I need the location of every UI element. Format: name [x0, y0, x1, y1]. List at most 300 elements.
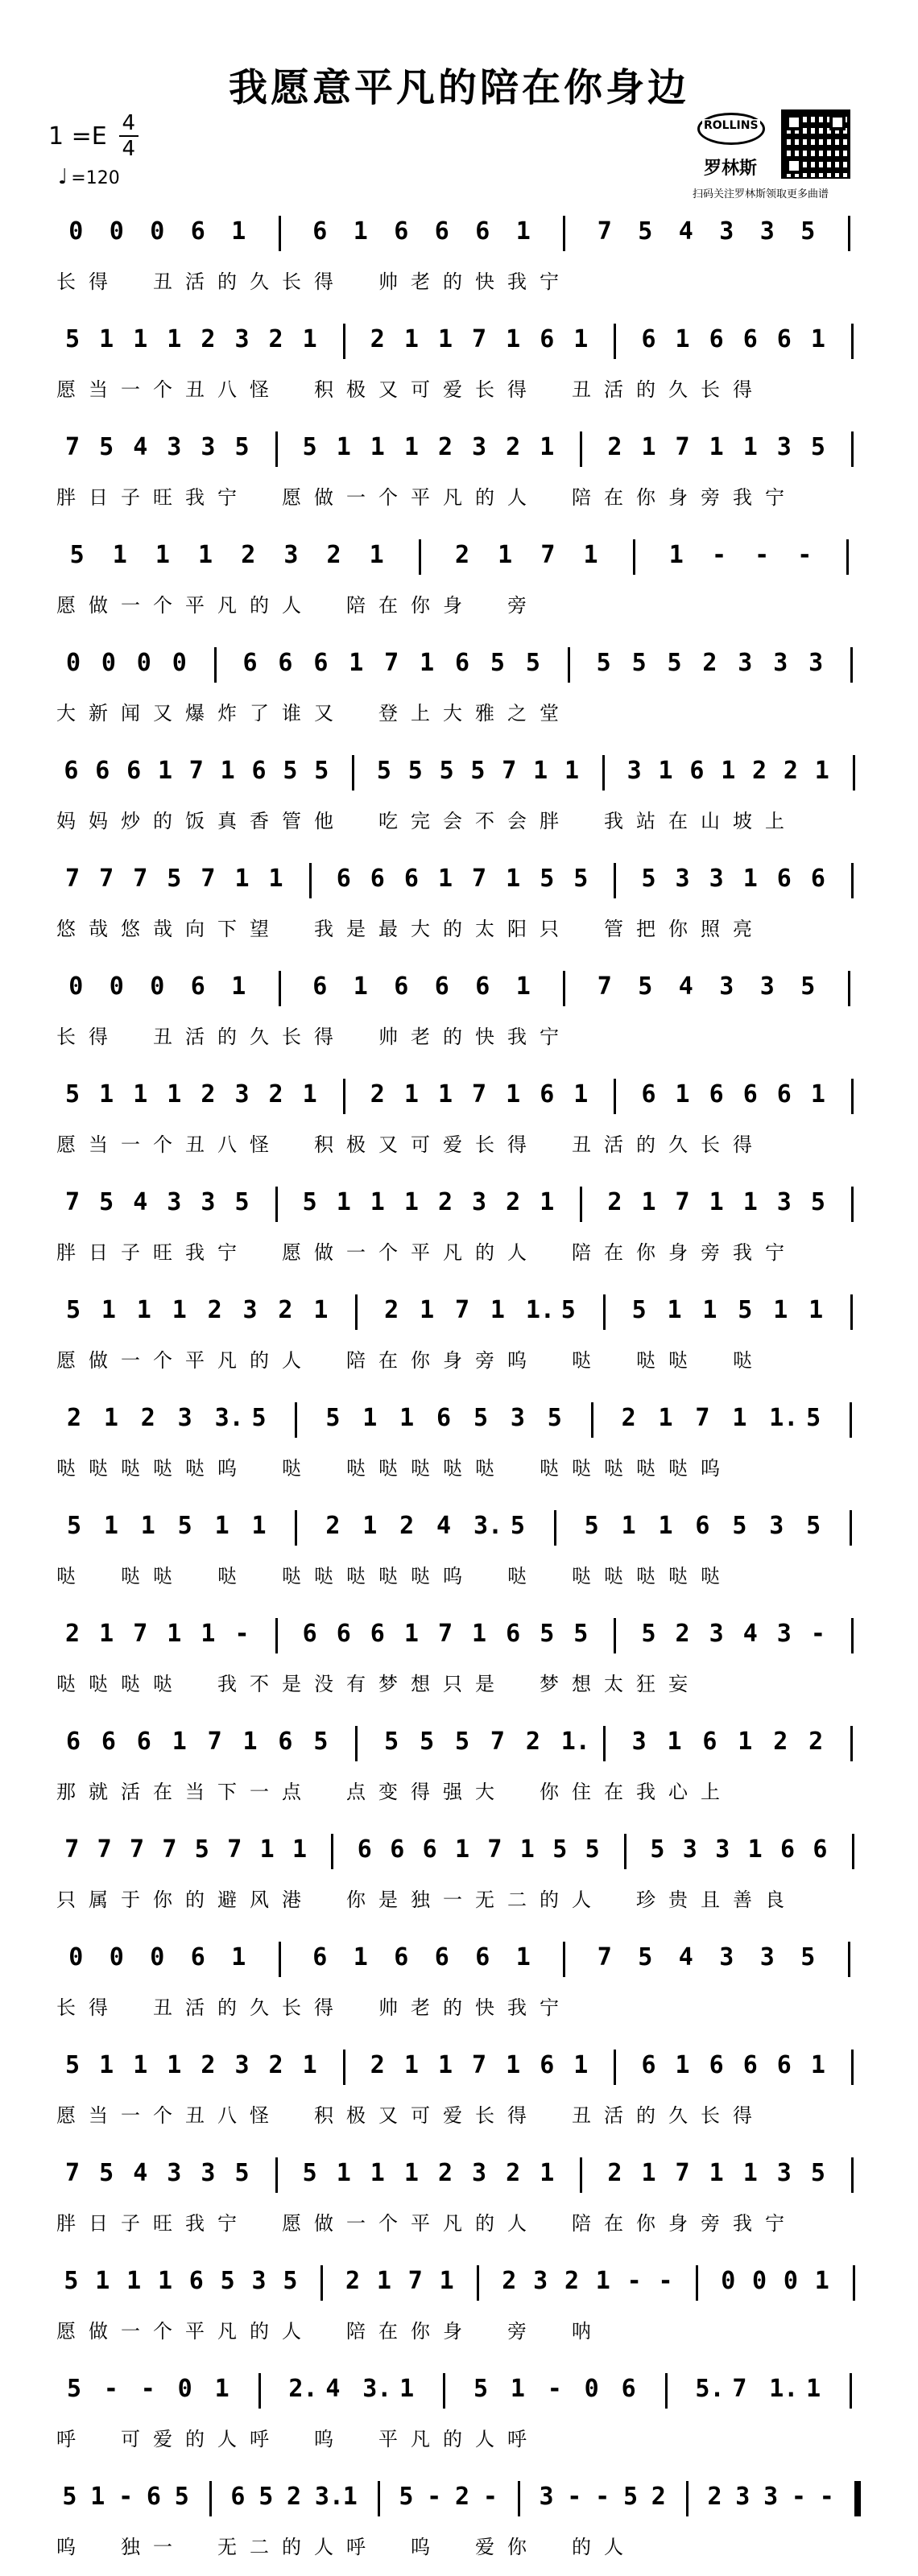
note: 5	[490, 649, 505, 677]
lyric-char: 爱	[443, 378, 462, 401]
note: -	[711, 541, 726, 569]
lyric-char: 站	[636, 810, 655, 832]
lyric-char: 哒	[668, 1457, 688, 1480]
note: 0	[68, 217, 84, 246]
notes-line	[56, 1938, 870, 1980]
note: 5	[631, 649, 647, 677]
note: 4	[133, 433, 148, 461]
note: 1	[302, 325, 317, 353]
barline	[554, 1510, 556, 1546]
note: 1	[95, 2267, 110, 2295]
note: 3	[719, 1943, 734, 1971]
lyric-char: 人	[282, 594, 301, 617]
lyric-char: 是	[475, 1673, 494, 1695]
note: 1	[99, 1080, 114, 1108]
lyric-char: 呼	[250, 2428, 269, 2450]
barline	[850, 1402, 852, 1438]
lyric-char: 哒	[185, 1457, 205, 1480]
note: 4	[133, 2159, 148, 2187]
lyric-char: 做	[314, 1241, 333, 1264]
note: 1	[403, 1620, 419, 1648]
barline	[580, 1187, 582, 1222]
lyric-char: 人	[507, 1241, 527, 1264]
note: 1	[506, 865, 521, 893]
lyric-char: 呜	[443, 1565, 462, 1587]
note: 2	[808, 1728, 824, 1756]
lyric-char: 旁	[701, 486, 720, 509]
note: 1	[519, 1835, 535, 1864]
lyric-char: 快	[475, 1026, 494, 1048]
note: 7	[133, 1620, 148, 1648]
note: 1	[349, 649, 364, 677]
note: 6	[475, 1943, 490, 1971]
lyric-char: 长	[56, 270, 76, 293]
barline	[846, 539, 849, 575]
barline	[851, 1079, 854, 1114]
note: 3	[533, 2267, 548, 2295]
lyric-char: 那	[56, 1781, 76, 1803]
note: 2	[345, 2267, 361, 2295]
barline	[309, 863, 312, 898]
note: 2	[564, 2267, 580, 2295]
notes-line	[56, 428, 870, 470]
note: 7	[97, 1835, 112, 1864]
note: 5	[552, 1835, 568, 1864]
lyrics-line	[56, 2531, 870, 2563]
note: 1	[641, 2159, 656, 2187]
note: 6	[641, 325, 656, 353]
lyric-char: 得	[507, 378, 527, 401]
lyric-char: 愿	[56, 2320, 76, 2343]
note: 5	[399, 2483, 414, 2511]
lyric-char: 凡	[217, 1349, 237, 1372]
note: 3	[510, 1404, 525, 1432]
lyric-char: 哒	[668, 1565, 688, 1587]
note: 5	[167, 865, 182, 893]
lyrics-line	[56, 1021, 870, 1053]
lyric-char: 我	[604, 810, 623, 832]
note: 6	[709, 2051, 724, 2079]
note: 5	[622, 2483, 639, 2511]
note: 6	[302, 1620, 317, 1648]
lyric-char: 梦	[378, 1673, 398, 1695]
barline	[419, 539, 421, 575]
note: 2	[455, 2483, 470, 2511]
lyric-char: 得	[314, 1996, 333, 2019]
note: 5	[325, 1404, 341, 1432]
note: 2	[707, 2483, 722, 2511]
note: 1	[302, 2051, 317, 2079]
notes-line	[56, 2478, 870, 2520]
barline	[518, 2481, 520, 2516]
lyric-char: 哒	[282, 1565, 301, 1587]
note: 1	[369, 541, 384, 569]
lyric-char: 宁	[540, 1026, 559, 1048]
barline	[443, 2373, 445, 2409]
lyric-char: 旺	[153, 486, 172, 509]
note: 1	[806, 2375, 821, 2403]
lyric-char: 一	[121, 378, 140, 401]
lyric-char: 变	[378, 1781, 398, 1803]
lyric-char: 久	[668, 378, 688, 401]
note: 0	[65, 649, 81, 677]
note: 1	[90, 2483, 105, 2511]
note: 1	[242, 1728, 258, 1756]
lyric-char: 一	[121, 1133, 140, 1156]
note: 3	[709, 1620, 724, 1648]
note: 1	[658, 1512, 673, 1540]
barline	[563, 971, 565, 1006]
note: 5	[234, 2159, 250, 2187]
note: 6	[146, 2483, 161, 2511]
score-system	[56, 536, 870, 634]
note: 0	[150, 217, 165, 246]
note: 1	[353, 1943, 368, 1971]
note: 2	[437, 1188, 453, 1216]
lyric-char: 哉	[89, 918, 108, 940]
note: 2	[502, 2267, 517, 2295]
lyric-char: 在	[668, 810, 688, 832]
lyrics-line	[56, 2423, 870, 2455]
note: 0	[584, 2375, 599, 2403]
lyric-char: 怪	[250, 1133, 269, 1156]
lyric-char: 无	[217, 2536, 237, 2558]
lyric-char: 炸	[217, 702, 237, 724]
note: 5	[641, 865, 656, 893]
lyric-char: 我	[733, 1241, 752, 1264]
note: 4	[436, 1512, 452, 1540]
note: 1	[167, 325, 182, 353]
lyric-char: 愿	[282, 2212, 301, 2235]
note: 1	[667, 1296, 682, 1324]
note: 1	[403, 2159, 419, 2187]
note: 6	[455, 649, 470, 677]
lyric-char: 活	[604, 378, 623, 401]
note: 2	[140, 1404, 155, 1432]
lyric-char: 的	[185, 2428, 205, 2450]
notes-line	[56, 968, 870, 1009]
note: 5	[376, 757, 391, 785]
lyric-char: 我	[636, 1781, 655, 1803]
note: 5	[806, 1512, 821, 1540]
lyric-char: 独	[121, 2536, 140, 2558]
note: 1	[403, 1080, 419, 1108]
note: 2	[384, 1296, 399, 1324]
note: 1	[641, 1188, 656, 1216]
note: 2	[506, 433, 521, 461]
lyric-char: 人	[572, 1889, 591, 1911]
note: 1	[157, 757, 173, 785]
time-signature	[119, 113, 139, 159]
note: 0	[109, 1943, 124, 1971]
lyric-char: 真	[217, 810, 237, 832]
note: 2	[278, 1296, 293, 1324]
note: 6	[709, 325, 724, 353]
lyric-char: 活	[185, 270, 205, 293]
note: 7	[407, 2267, 423, 2295]
note: 1.	[560, 1728, 590, 1756]
note: 2	[506, 1188, 521, 1216]
note: 5	[810, 2159, 825, 2187]
note: 5	[585, 1835, 600, 1864]
lyric-char: 独	[411, 1889, 430, 1911]
note: 6	[475, 972, 490, 1001]
lyric-char: 胖	[56, 1241, 76, 1264]
note: 5	[584, 1512, 599, 1540]
lyric-char: 就	[89, 1781, 108, 1803]
lyric-char: 人	[475, 2428, 494, 2450]
lyric-char: 胖	[56, 2212, 76, 2235]
note: 1	[515, 217, 531, 246]
note: 5	[800, 972, 816, 1001]
lyric-char: 哒	[56, 1673, 76, 1695]
note: 7	[162, 1835, 177, 1864]
note: 5	[806, 1404, 821, 1432]
score-system	[56, 752, 870, 850]
score-system	[56, 320, 870, 419]
note: 1	[362, 1404, 378, 1432]
note: 1	[515, 972, 531, 1001]
barline	[352, 755, 354, 791]
lyric-char: 宁	[217, 2212, 237, 2235]
barline	[850, 1294, 853, 1330]
note: 7	[472, 2051, 487, 2079]
lyric-char: 旁	[701, 1241, 720, 1264]
qr-code-icon[interactable]	[781, 109, 850, 179]
tempo-value: =120	[71, 168, 120, 188]
lyric-char: 宁	[765, 1241, 784, 1264]
score-system	[56, 1831, 870, 1929]
lyric-char: 雅	[475, 702, 494, 724]
lyric-char: 旁	[701, 2212, 720, 2235]
note: 5	[99, 1188, 114, 1216]
lyric-char: 做	[314, 486, 333, 509]
note: 2	[506, 2159, 521, 2187]
lyric-char: 人	[282, 1349, 301, 1372]
notes-line	[56, 1075, 870, 1117]
lyric-char: 呐	[572, 2320, 591, 2343]
lyric-char: 二	[250, 2536, 269, 2558]
lyric-char: 又	[314, 702, 333, 724]
note: 1	[370, 433, 385, 461]
note: 1	[353, 972, 368, 1001]
barline	[258, 2373, 261, 2409]
note: 1	[437, 865, 453, 893]
lyric-char: 会	[507, 810, 527, 832]
note: 1	[621, 1512, 636, 1540]
lyrics-line	[56, 1129, 870, 1161]
note: 6	[394, 972, 409, 1001]
lyric-char: 愿	[56, 378, 76, 401]
lyric-char: 的	[475, 486, 494, 509]
lyric-char: 妈	[56, 810, 76, 832]
note: 2	[326, 541, 341, 569]
lyric-char: 爱	[443, 2104, 462, 2127]
note: 5	[638, 972, 653, 1001]
note: 7	[99, 865, 114, 893]
lyric-char: 积	[314, 2104, 333, 2127]
note: 5	[547, 1404, 562, 1432]
note: 5	[251, 1404, 267, 1432]
note: 1	[342, 2483, 358, 2511]
note: 6	[540, 2051, 555, 2079]
barline	[343, 2050, 345, 2085]
lyric-char: 老	[411, 270, 430, 293]
lyric-char: 上	[765, 810, 784, 832]
brand-logo-text: ROLLINS	[704, 119, 759, 132]
barline	[853, 755, 855, 791]
lyric-char: 哒	[572, 1565, 591, 1587]
barline	[851, 2050, 854, 2085]
note: -	[658, 2267, 673, 2295]
lyric-char: 住	[572, 1781, 591, 1803]
note: 1	[675, 1080, 690, 1108]
note: 6	[278, 649, 293, 677]
note: -	[755, 541, 770, 569]
note: 5	[473, 2375, 489, 2403]
note: 1	[251, 1512, 267, 1540]
lyric-char: 阳	[507, 918, 527, 940]
note: 1	[702, 1296, 717, 1324]
notes-line	[56, 320, 870, 362]
note: 3.	[362, 2375, 392, 2403]
note: 1	[220, 757, 235, 785]
note: 2	[201, 1080, 216, 1108]
lyric-char: 爱	[443, 1133, 462, 1156]
lyric-char: 凡	[443, 1241, 462, 1264]
lyrics-line	[56, 1776, 870, 1808]
lyric-char: 人	[314, 2536, 333, 2558]
lyric-char: 大	[475, 1781, 494, 1803]
lyric-char: 哒	[121, 1457, 140, 1480]
note: 6	[336, 865, 351, 893]
lyric-char: 丑	[153, 270, 172, 293]
note: 3	[776, 433, 792, 461]
note: 6	[776, 1080, 792, 1108]
lyric-char: 得	[89, 270, 108, 293]
note: 2	[621, 1404, 636, 1432]
lyric-char: 的	[443, 1996, 462, 2019]
note: 5	[540, 1620, 555, 1648]
lyric-char: 丑	[153, 1026, 172, 1048]
note: 1	[721, 757, 736, 785]
lyric-char: 哒	[507, 1565, 527, 1587]
note: 1	[198, 541, 213, 569]
note: 7	[455, 1296, 470, 1324]
note: 1	[583, 541, 598, 569]
note: 5	[800, 1943, 816, 1971]
lyric-char: 哒	[153, 1457, 172, 1480]
lyric-char: 凡	[411, 2428, 430, 2450]
lyric-char: 一	[443, 1889, 462, 1911]
note: 1	[808, 1296, 824, 1324]
note: 2	[607, 433, 622, 461]
barline	[614, 863, 616, 898]
lyric-char: 旁	[475, 1349, 494, 1372]
note: 2	[65, 1620, 81, 1648]
lyric-char: 快	[475, 1996, 494, 2019]
note: 6	[434, 1943, 449, 1971]
note: 3	[715, 1835, 730, 1864]
score-system	[56, 1291, 870, 1389]
note: 7	[65, 1188, 81, 1216]
song-title: 我愿意平凡的陪在你身边	[228, 65, 689, 110]
lyric-char: 在	[378, 594, 398, 617]
barline	[603, 1294, 606, 1330]
lyric-char: 积	[314, 378, 333, 401]
lyric-char: 个	[378, 1241, 398, 1264]
note: 3.	[314, 2483, 344, 2511]
lyric-char: 身	[443, 594, 462, 617]
note: 5	[194, 1835, 209, 1864]
lyric-char: 的	[217, 1996, 237, 2019]
lyric-char: 新	[89, 702, 108, 724]
note: 3	[234, 1080, 250, 1108]
lyric-char: 爱	[475, 2536, 494, 2558]
note: 0	[68, 1943, 84, 1971]
note: 3	[759, 972, 775, 1001]
lyric-char: 大	[411, 918, 430, 940]
note: 1	[259, 1835, 275, 1864]
lyric-char: 想	[411, 1673, 430, 1695]
score-system	[56, 428, 870, 526]
note: 1	[167, 1080, 182, 1108]
notes-line	[56, 1399, 870, 1441]
lyric-char: 做	[89, 2320, 108, 2343]
barline	[591, 1402, 593, 1438]
note: 3	[735, 2483, 751, 2511]
score-system	[56, 213, 870, 311]
lyric-char: 当	[89, 1133, 108, 1156]
note: 1	[773, 1296, 788, 1324]
note: 6	[190, 972, 205, 1001]
note: 1	[336, 2159, 351, 2187]
note: 1	[231, 217, 246, 246]
notes-line	[56, 752, 870, 794]
note: 5	[65, 1080, 81, 1108]
note: 1	[709, 433, 724, 461]
note: 3	[763, 2483, 779, 2511]
note: 1	[167, 1620, 182, 1648]
score-system	[56, 2478, 870, 2576]
lyric-char: 哒	[411, 1457, 430, 1480]
lyric-char: 哒	[153, 1673, 172, 1695]
note: 0	[101, 649, 116, 677]
note: 3	[539, 2483, 554, 2511]
barline	[343, 324, 345, 359]
lyric-char: 完	[411, 810, 430, 832]
score-system	[56, 1723, 870, 1821]
note: 6	[776, 325, 792, 353]
note: 1	[167, 2051, 182, 2079]
note: 1	[506, 2051, 521, 2079]
score-system	[56, 2262, 870, 2360]
lyric-char: 长	[282, 1996, 301, 2019]
note: 6	[190, 217, 205, 246]
lyric-char: 你	[507, 2536, 527, 2558]
note: 1	[292, 1835, 308, 1864]
score-system	[56, 2046, 870, 2145]
note: 6	[95, 757, 110, 785]
lyric-char: 活	[185, 1996, 205, 2019]
lyrics-line	[56, 266, 870, 298]
lyric-char: 哒	[153, 1565, 172, 1587]
lyric-char: 把	[636, 918, 655, 940]
lyric-char: 帅	[378, 270, 398, 293]
lyric-char: 宁	[540, 270, 559, 293]
score-system	[56, 1075, 870, 1174]
lyric-char: 久	[668, 1133, 688, 1156]
